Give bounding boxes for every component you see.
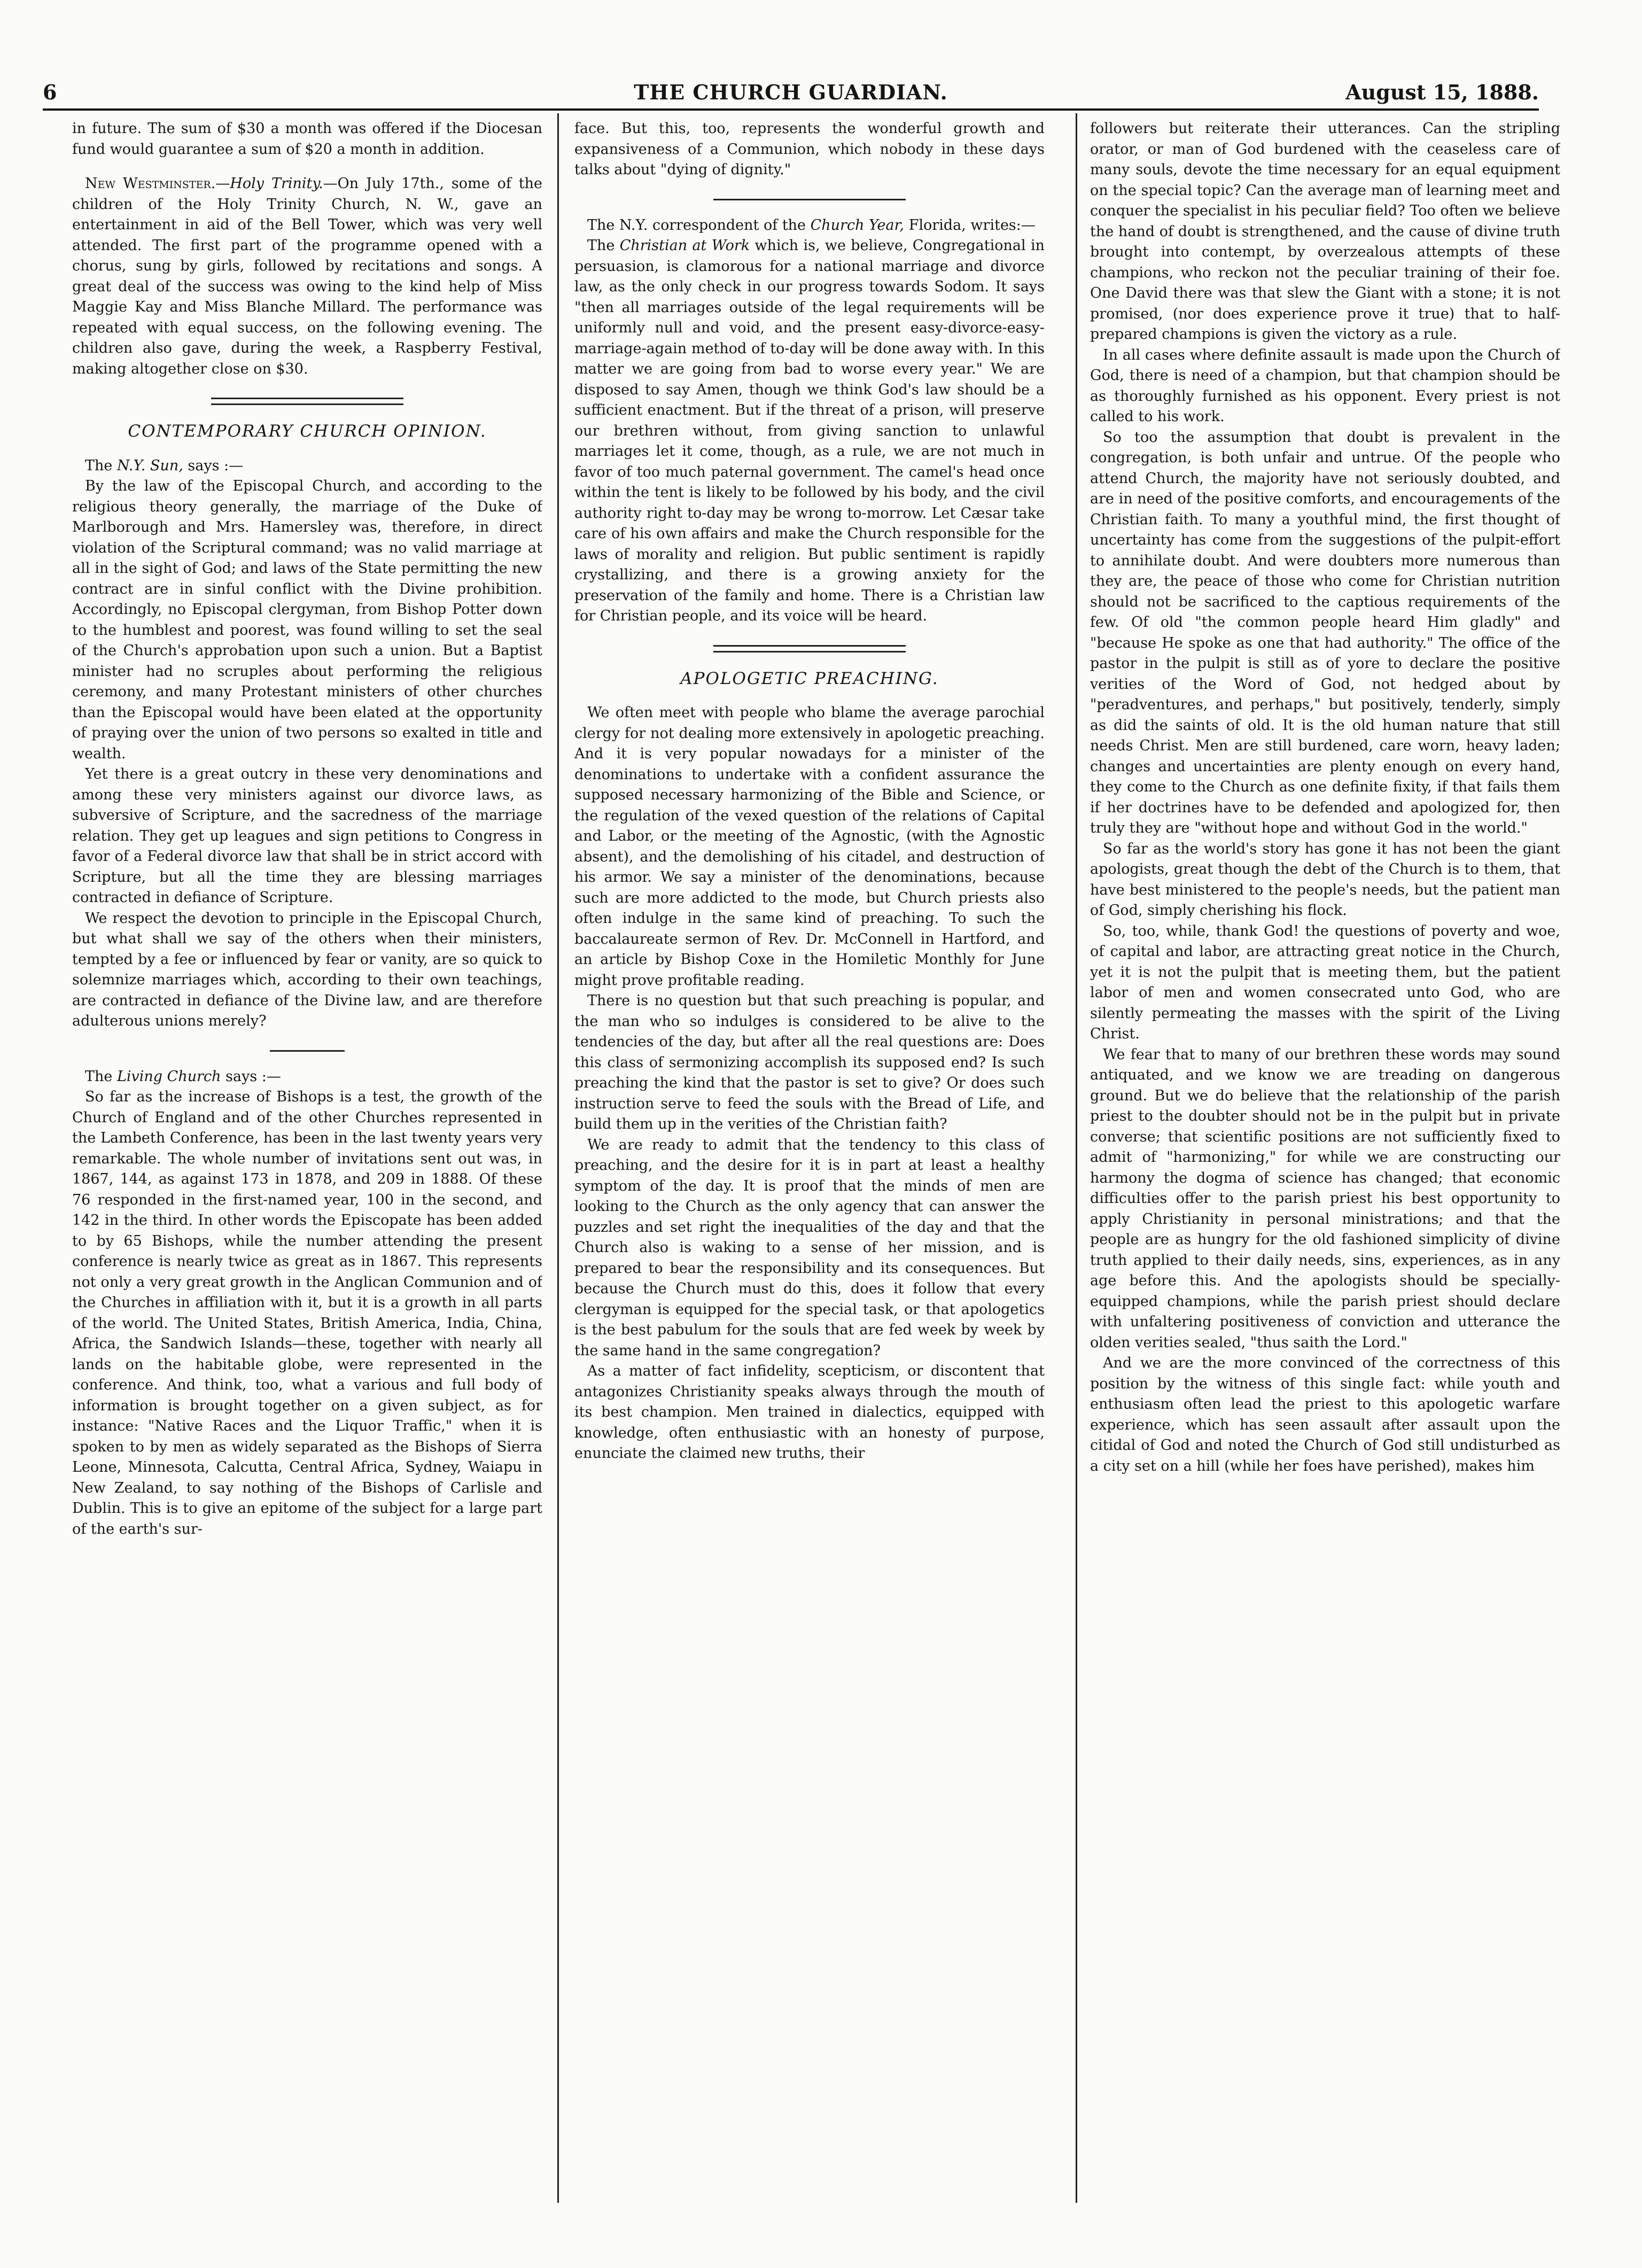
section-divider	[211, 398, 403, 405]
section-divider	[713, 645, 906, 653]
section-heading: APOLOGETIC PREACHING.	[680, 669, 939, 688]
source-prefix: The	[85, 457, 117, 474]
divider	[270, 1050, 345, 1052]
paragraph	[574, 236, 1045, 627]
paragraph: So far as the increase of Bishops is a test, the growth of the Church of England and of the other Churches represented in the Lambeth Conference, has been in the last twenty years very remarkable. The whole number of invitations sent out was, in 1867, 144, as against 173 in 1878, and 209 in 1888. Of these 76 responded in the first-named year, 100 in the second, and 142 in the third. In other words the Episcopate has been added to by 65 Bishops, while the number attending the present conference is nearly twice as great as in 1867. This represents not only a very great growth in the Anglican Communion and of the Churches in affiliation with it, but it is a growth in all parts of the world. The United States, British America, India, China, Africa, the Sandwich Islands—these, together with nearly all lands on the habitable globe, were represented in the conference. And think, too, what a various and full body of information is brought together on a given subject, as for instance: "Native Races and the Liquor Traffic," when it is spoken to by men as widely separated as the Bishops of Sierra Leone, Minnesota, Calcutta, Central Africa, Sydney, Waiapu in New Zealand, to say nothing of the Bishops of Carlisle and Dublin. This is to give an epitome of the subject for a large part of the earth's sur-	[72, 1089, 542, 1537]
paragraph: Yet there is a great outcry in these very denominations and among these very ministers against our divorce laws, as subversive of Scripture, and the sacredness of the marriage relation. They get up leagues and sign petitions to Congress in favor of a Federal divorce law that shall be in strict accord with Scripture, but all the time they are blessing marriages contracted in defiance of Scripture.	[72, 766, 542, 906]
column-2	[574, 119, 1045, 2203]
paragraph: As a matter of fact infidelity, scepticism, or discontent that antagonizes Christianity speaks always through the mouth of its best champion. Men trained in dialectics, equipped with knowledge, often enthusiastic with an honesty of purpose, enunciate the claimed new truths, their	[574, 1363, 1045, 1462]
paragraph-text: —On July 17th., some of the children of the Holy Trinity Church, N. W., gave an entertainment in aid of the Bell Tower, which was very well attended. The first part of the programme opened with a chorus, sung by girls, followed by recitations and songs. A great deal of the success was owing to the kind help of Miss Maggie Kay and Miss Blanche Millard. The performance was repeated with equal success, on the following evening. The children also gave, during the week, a Raspberry Festival, making altogether close on $30.	[72, 175, 542, 377]
paragraph: And we are the more convinced of the correctness of this position by the witness of this single fact: while youth and enthusiasm often lead the priest to this apologetic warfare experience, which has seen assault after assault upon the citidal of God and noted the Church of God still undisturbed as a city set on a hill (while her foes have perished), makes him	[1090, 1355, 1560, 1474]
paragraph: We respect the devotion to principle in the Episcopal Church, but what shall we say of the others when their ministers, tempted by a fee or influenced by fear or vanity, are so quick to solemnize marriages which, according to their own teachings, are contracted in defiance of the Divine law, and are therefore adulterous unions merely?	[72, 910, 542, 1029]
paragraph: We are ready to admit that the tendency to this class of preaching, and the desire for it is in part at least a healthy symptom of the day. It is proof that the minds of men are looking to the Church as the only agency that can answer the puzzles and set right the inequalities of the day and that the Church also is waking to a sense of her mission, and is prepared to bear the responsibility and its consequences. But because the Church must do this, does it follow that every clergyman is equipped for the special task, or that apologetics is the best pabulum for the souls that are fed week by week by the same hand in the same congregation?	[574, 1136, 1045, 1359]
column-3	[1090, 119, 1560, 2203]
news-item-new-westminster	[72, 174, 542, 379]
paragraph-text: which is, we believe, Congregational in persuasion, is clamorous for a national marriage and divorce law, as the only check in our progress towards Sodom. It says "then all marriages outside of the legal requirements will be uniformly null and void, and the present easy-divorce-easy-marriage-again method of to-day will be done away with. In this matter we are going from bad to worse every year." We are disposed to say Amen, though we think God's law should be a sufficient enactment. But if the threat of a prison, will preserve our brethren without, from giving sanction to unlawful marriages let it come, though, as a rule, we are not much in favor of too much paternal government. The camel's head once within the tent is likely to be followed by his body, and the civil authority right to-day may be wrong to-morrow. Let Cæsar take care of his own affairs and make the Church responsible for the laws of morality and religion. But public sentiment is rapidly crystallizing, and there is a growing anxiety for the preservation of the family and home. There is a Christian law for Christian people, and its voice will be heard.	[574, 237, 1045, 624]
paragraph: So far as the world's story has gone it has not been the giant apologists, great though the debt of the Church is to them, that have best ministered to the people's needs, but the patient man of God, simply cherishing his flock.	[1090, 840, 1560, 919]
source-line	[72, 1067, 542, 1088]
column-divider-1	[557, 113, 559, 2203]
paragraph: We often meet with people who blame the average parochial clergy for not dealing more extensively in apologetic preaching. And it is very popular nowadays for a minister of the denominations to undertake with a confident assurance the supposed necessary harmonizing of the Bible and Science, or the regulation of the vexed question of the relations of Capital and Labor, or the meeting of the Agnostic, (with the Agnostic absent), and the demolishing of his citadel, and destruction of his armor. We say a minister of the denominations, because such are more addicted to the mode, but Church priests also often indulge in the same kind of preaching. To such the baccalaureate sermon of Rev. Dr. McConnell in Hartford, and an article by Bishop Coxe in the Homiletic Monthly for June might prove profitable reading.	[574, 704, 1045, 989]
column-divider-2	[1076, 113, 1077, 2203]
paragraph: followers but reiterate their utterances. Can the stripling orator, or man of God burdened with the ceaseless care of many souls, devote the time necessary for an equal equipment on the special topic? Can the average man of learning meet and conquer the specialist in his peculiar field? Too often we believe the hand of doubt is strengthened, and the cause of divine truth brought into contempt, by overzealous attempts of these champions, who reckon not the peculiar training of their foe. One David there was that slew the Giant with a stone; it is not promised, (nor does experience prove it true) that to half-prepared champions is given the victory as a rule.	[1090, 120, 1560, 343]
paragraph: There is no question but that such preaching is popular, and the man who so indulges is considered to be alive to the tendencies of the day, but after all the real questions are: Does this class of sermonizing accomplish its supposed end? Is such preaching the kind that the pastor is set to give? Or does such instruction serve to feed the souls with the Bread of Life, and build them up in the verities of the Christian faith?	[574, 992, 1045, 1132]
paragraph: By the law of the Episcopal Church, and according to the religious theory generally, the marriage of the Duke of Marlborough and Mrs. Hamersley was, therefore, in direct violation of the Scriptural command; was no valid marriage at all in the sight of God; and laws of the State permitting the new contract are in sinful conflict with the Divine prohibition. Accordingly, no Episcopal clergyman, from Bishop Potter down to the humblest and poorest, was found willing to set the seal of the Church's approbation upon such a union. But a Baptist minister had no scruples about performing the religious ceremony, and many Protestant ministers of other churches than the Episcopal would have been elated at the opportunity of praying over the union of two persons so exalted in title and wealth.	[72, 478, 542, 762]
section-heading: CONTEMPORARY CHURCH OPINION.	[128, 422, 487, 441]
source-suffix: says :—	[221, 1068, 281, 1085]
divider	[713, 199, 906, 200]
page-number: 6	[43, 80, 57, 104]
column-1	[72, 119, 542, 2203]
issue-date: August 15, 1888.	[1345, 80, 1539, 104]
masthead	[43, 80, 1539, 108]
source-name: N.Y. Sun,	[116, 457, 183, 474]
paragraph: in future. The sum of $30 a month was offered if the Diocesan fund would guarantee a sum of $20 a month in addition.	[72, 120, 542, 158]
paragraph: We fear that to many of our brethren these words may sound antiquated, and we know we are treading on dangerous ground. But we do believe that the relationship of the parish priest to the doubter should not be in the pulpit but in private converse; that scientific positions are not sufficiently fixed to admit of "harmonizing," for while we are constructing our harmony the dogma of science has changed; that economic difficulties offer to the parish priest his best opportunity to apply Christianity in personal ministrations; and that the people are as hungry for the old fashioned simplicity of divine truth applied to their daily needs, sins, experiences, as in any age before this. And the apologists should be specially-equipped champions, while the parish priest should declare with unfaltering positiveness of conviction and utterance the olden verities sealed, "thus saith the Lord."	[1090, 1046, 1560, 1351]
header-rule	[43, 108, 1539, 111]
place-label: New Westminster.—	[85, 175, 230, 192]
newspaper-title: THE CHURCH GUARDIAN.	[634, 80, 948, 104]
paragraph-prefix: The	[587, 237, 620, 254]
paragraph: So, too, while, thank God! the questions of poverty and woe, of capital and labor, are attracting great notice in the Church, yet it is not the pulpit that is meeting them, but the patient labor of men and women consecrated unto God, who are silently permeating the masses with the spirit of the Living Christ.	[1090, 922, 1560, 1042]
paragraph: face. But this, too, represents the wonderful growth and expansiveness of a Communion, which nobody in these days talks about "dying of dignity."	[574, 120, 1045, 178]
source-prefix: The N.Y. correspondent of the	[587, 216, 811, 234]
source-suffix: Florida, writes:—	[904, 216, 1036, 234]
parish-name: Holy Trinity.	[230, 175, 323, 192]
source-line	[72, 456, 542, 477]
source-name: Church Year,	[810, 216, 905, 234]
source-line	[574, 215, 1045, 236]
paragraph: So too the assumption that doubt is prevalent in the congregation, is both unfair and untrue. Of the people who attend Church, the majority have not seriously doubted, and are in need of the positive comforts, and encouragements of the Christian faith. To many a youthful mind, the first thought of uncertainty has come from the suggestions of the pulpit-effort to annihilate doubt. And were doubters more numerous than they are, the peace of those who come for Christian nutrition should not be sacrificed to the captious requirements of the few. Of old "the common people heard Him gladly" and "because He spoke as one that had authority." The office of the pastor in the pulpit is still as of yore to declare the positive verities of the Word of God, not hedged about by "peradventures, and perhaps," but positively, tenderly, simply as did the saints of old. It is the old human nature that still needs Christ. Men are still burdened, care worn, heavy laden; changes and uncertainties are plenty enough on every hand, they come to the Church as one definite fixity, if that fails them if her doctrines have to be defended and apologized for, then truly they are "without hope and without God in the world."	[1090, 429, 1560, 836]
paragraph: In all cases where definite assault is made upon the Church of God, there is need of a champion, but that champion should be as thoroughly furnished as his opponent. Every priest is not called to his work.	[1090, 346, 1560, 425]
source-name: Living Church	[116, 1068, 221, 1085]
source-prefix: The	[85, 1068, 117, 1085]
source-suffix: says :—	[183, 457, 244, 474]
publication-name: Christian at Work	[619, 237, 750, 254]
